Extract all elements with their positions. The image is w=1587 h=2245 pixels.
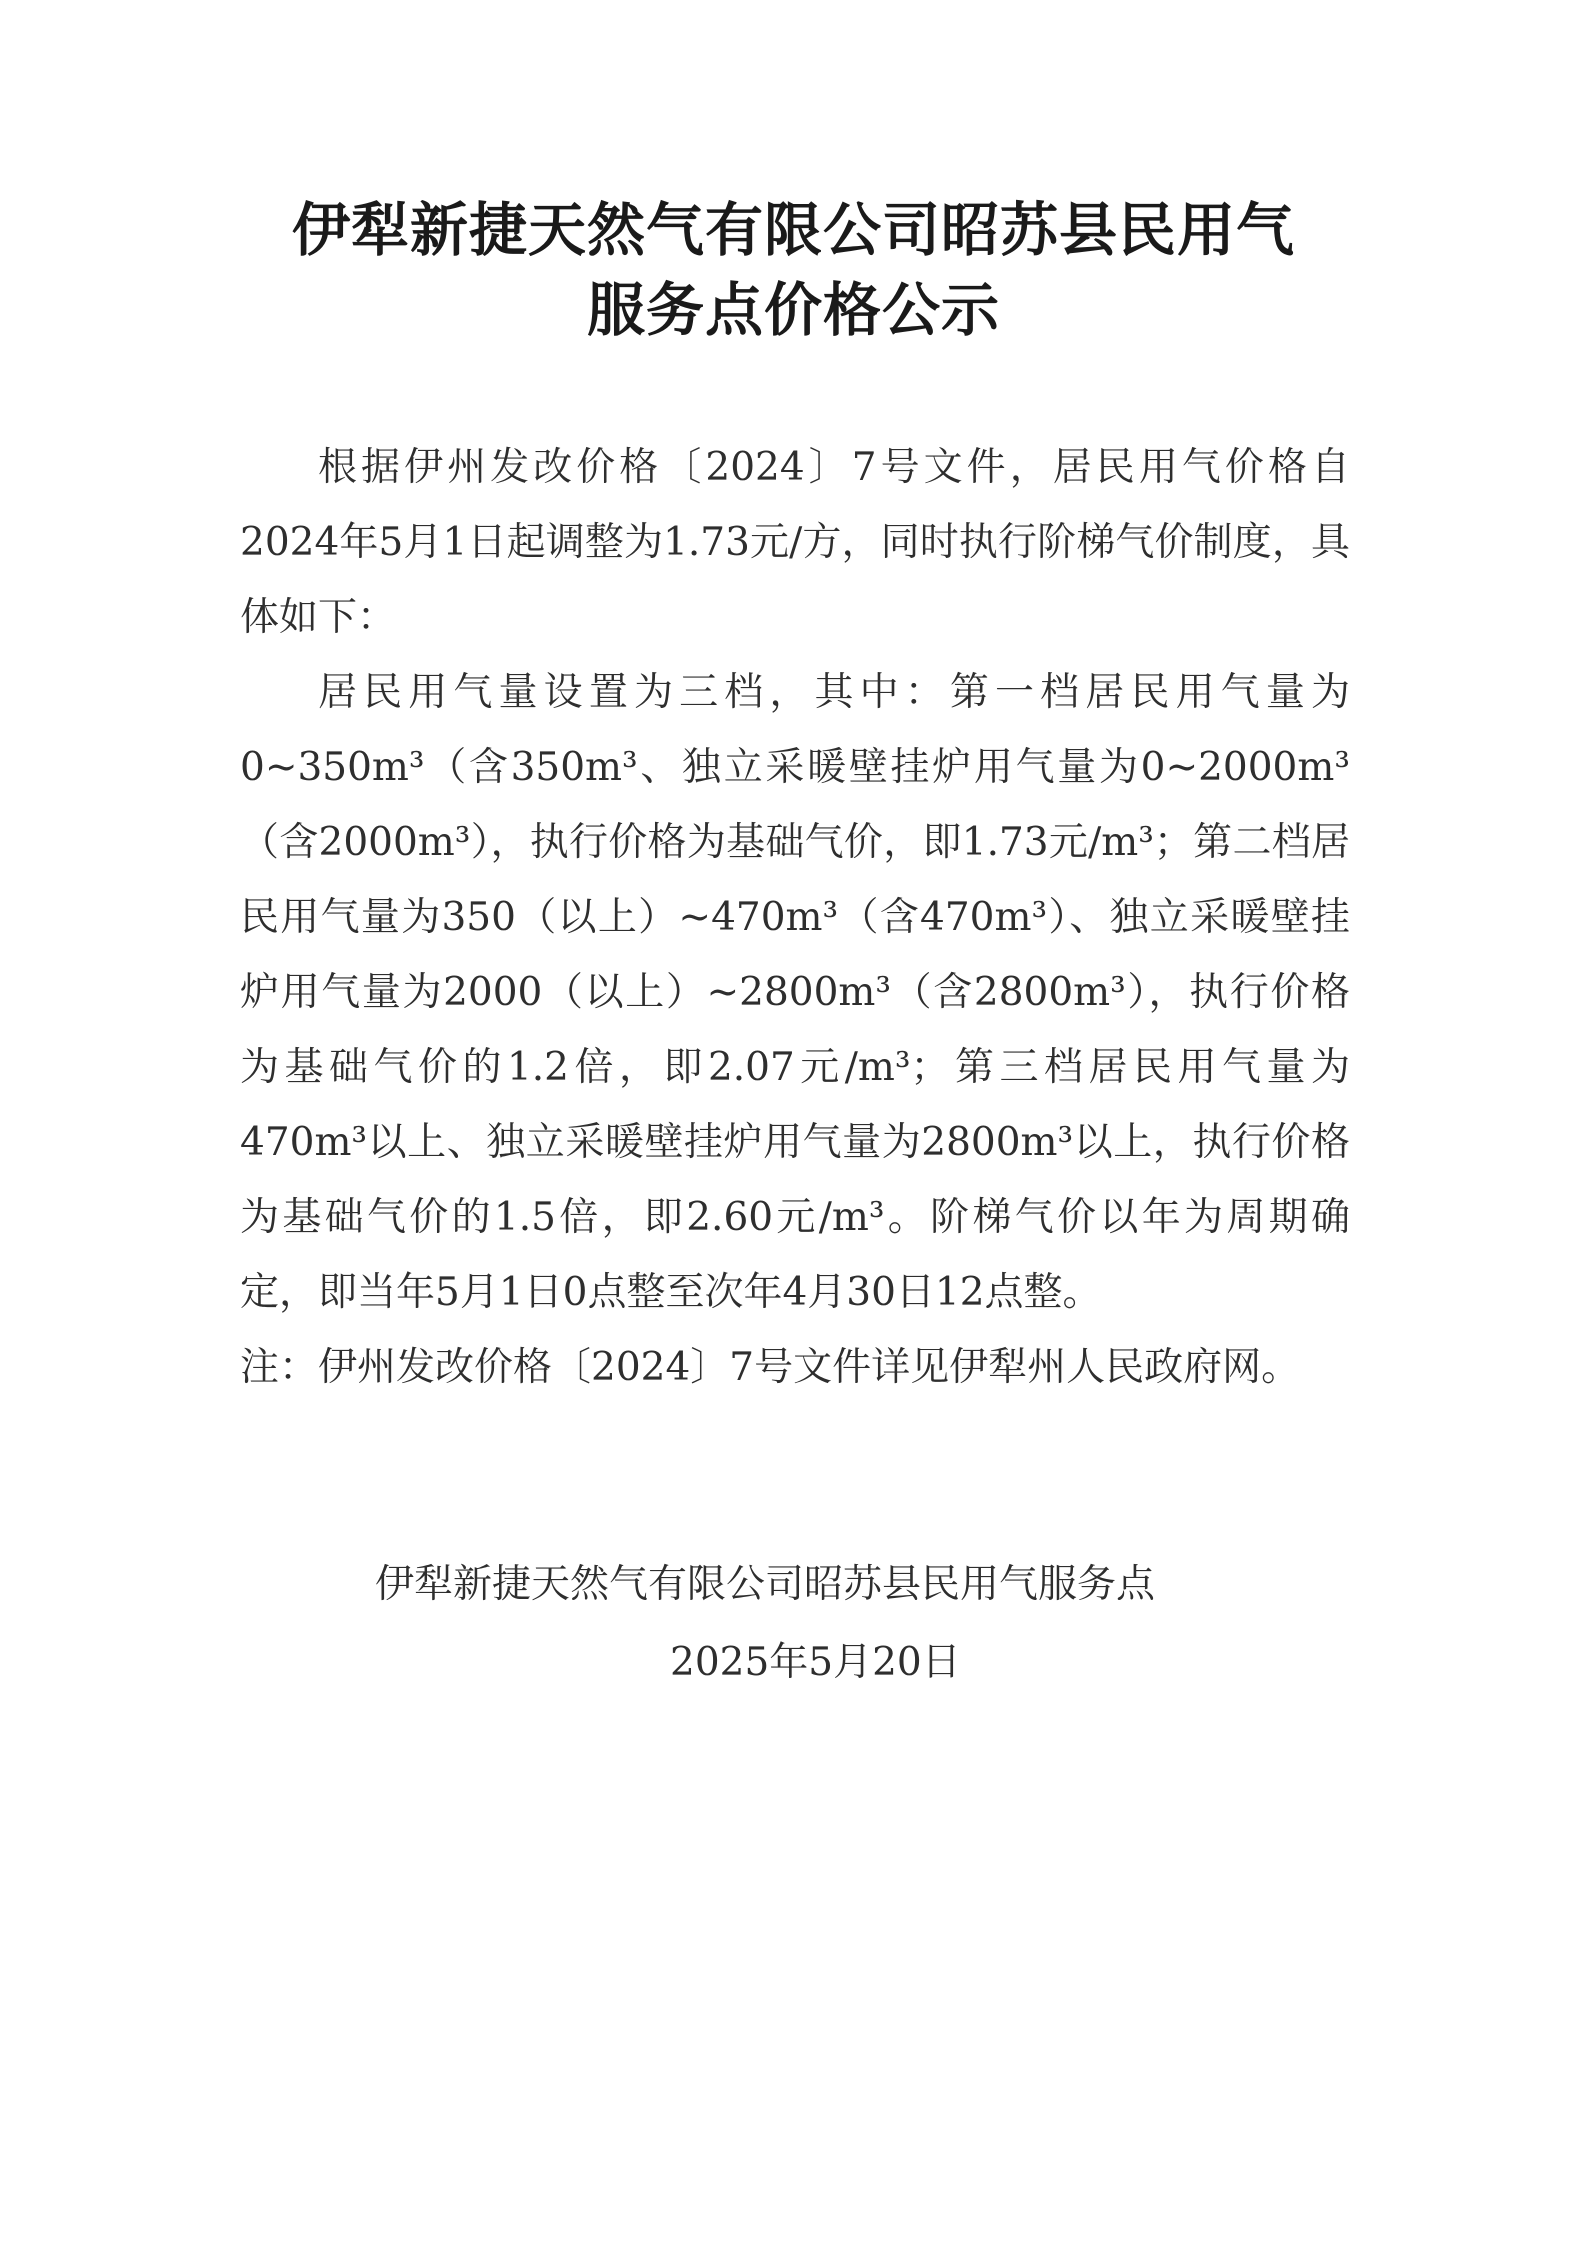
document-body bbox=[240, 430, 1350, 1405]
document-title-line-1: 伊犁新捷天然气有限公司昭苏县民用气 bbox=[291, 196, 1295, 264]
body-note: 注：伊州发改价格〔2024〕7号文件详见伊犁州人民政府网。 bbox=[240, 1345, 1301, 1390]
signature-organization: 伊犁新捷天然气有限公司昭苏县民用气服务点 bbox=[375, 1562, 1156, 1607]
body-paragraph-intro: 根据伊州发改价格〔2024〕7号文件，居民用气价格自2024年5月1日起调整为1.73元/方，同时执行阶梯气价制度，具体如下： bbox=[240, 445, 1350, 640]
body-paragraph-tiers: 居民用气量设置为三档，其中：第一档居民用气量为0~350m³（含350m³、独立采暖壁挂炉用气量为0~2000m³（含2000m³），执行价格为基础气价，即1.73元/m³；第二档居民用气量为350（以上）~470m³（含470m³）、独立采暖壁挂炉用气量为2000（以上）~2800m³（含2800m³），执行价格为基础气价的1.2倍，即2.07元/m³；第三档居民用气量为470m³以上、独立采暖壁挂炉用气量为2800m³以上，执行价格为基础气价的1.5倍，即2.60元/m³。阶梯气价以年为周期确定，即当年5月1日0点整至次年4月30日12点整。 bbox=[240, 670, 1350, 1315]
signature-date: 2025年5月20日 bbox=[670, 1640, 961, 1685]
document-title-line-2: 服务点价格公示 bbox=[586, 276, 1000, 344]
